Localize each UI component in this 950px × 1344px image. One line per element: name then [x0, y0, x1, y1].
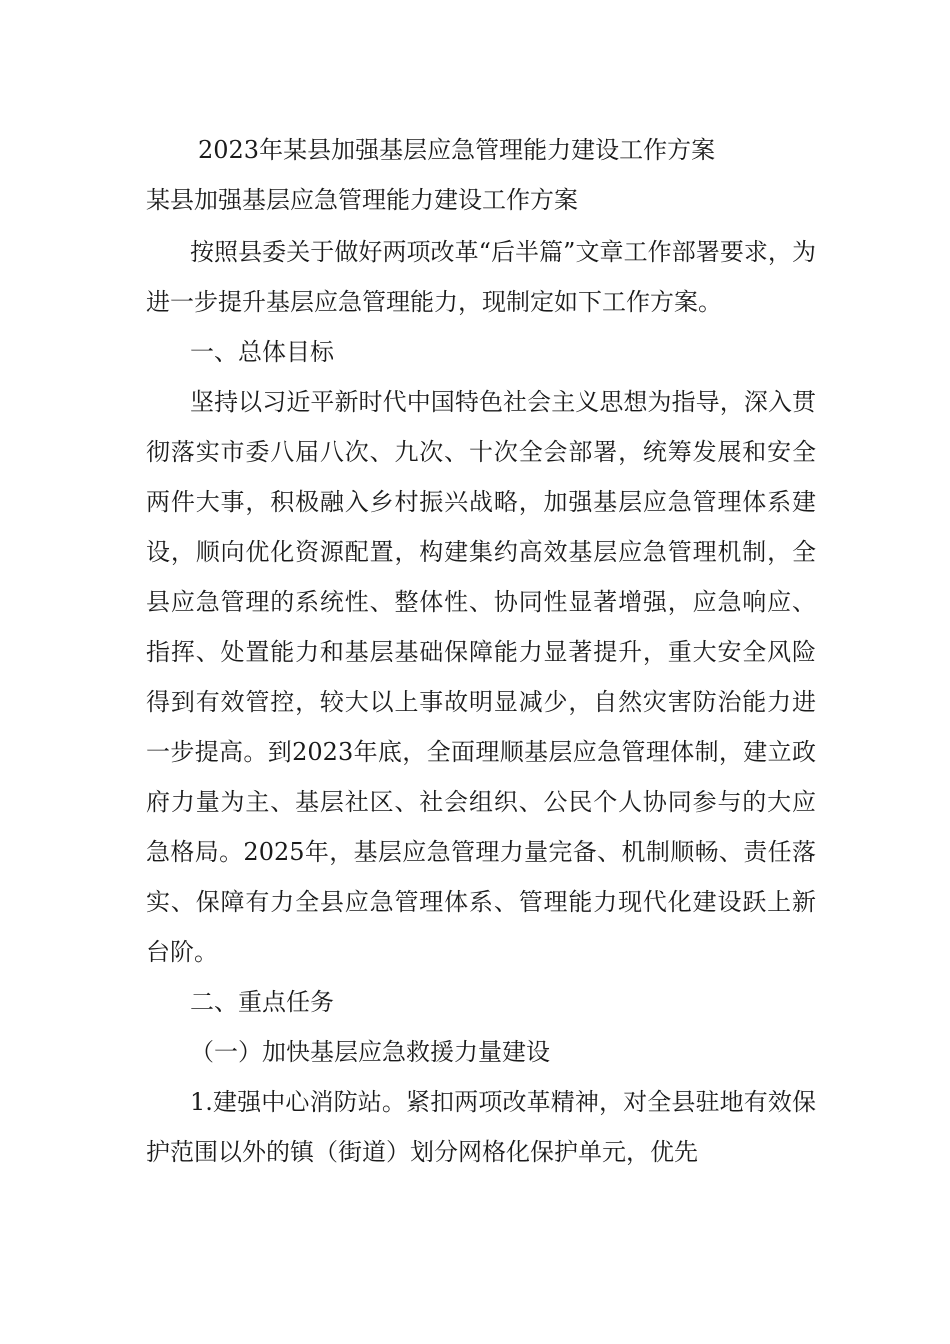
subsection-heading: （一）加快基层应急救援力量建设	[190, 1038, 550, 1066]
document-title: 2023年某县加强基层应急管理能力建设工作方案	[198, 136, 716, 164]
document-subtitle: 某县加强基层应急管理能力建设工作方案	[146, 186, 578, 214]
document-body	[146, 227, 816, 1177]
goals-paragraph: 坚持以习近平新时代中国特色社会主义思想为指导，深入贯彻落实市委八届八次、九次、十次全会部署，统筹发展和安全两件大事，积极融入乡村振兴战略，加强基层应急管理体系建设，顺向优化资源配置，构建集约高效基层应急管理机制，全县应急管理的系统性、整体性、协同性显著增强，应急响应、指挥、处置能力和基层基础保障能力显著提升，重大安全风险得到有效管控，较大以上事故明显减少，自然灾害防治能力进一步提高。到2023年底，全面理顺基层应急管理体制，建立政府力量为主、基层社区、社会组织、公民个人协同参与的大应急格局。2025年，基层应急管理力量完备、机制顺畅、责任落实、保障有力全县应急管理体系、管理能力现代化建设跃上新台阶。	[146, 388, 816, 966]
intro-paragraph: 按照县委关于做好两项改革“后半篇”文章工作部署要求，为进一步提升基层应急管理能力，现制定如下工作方案。	[146, 238, 816, 316]
task-paragraph: 1.建强中心消防站。紧扣两项改革精神，对全县驻地有效保护范围以外的镇（街道）划分网格化保护单元，优先	[146, 1088, 816, 1166]
section-heading-goals: 一、总体目标	[190, 338, 334, 366]
section-heading-tasks: 二、重点任务	[190, 988, 334, 1016]
